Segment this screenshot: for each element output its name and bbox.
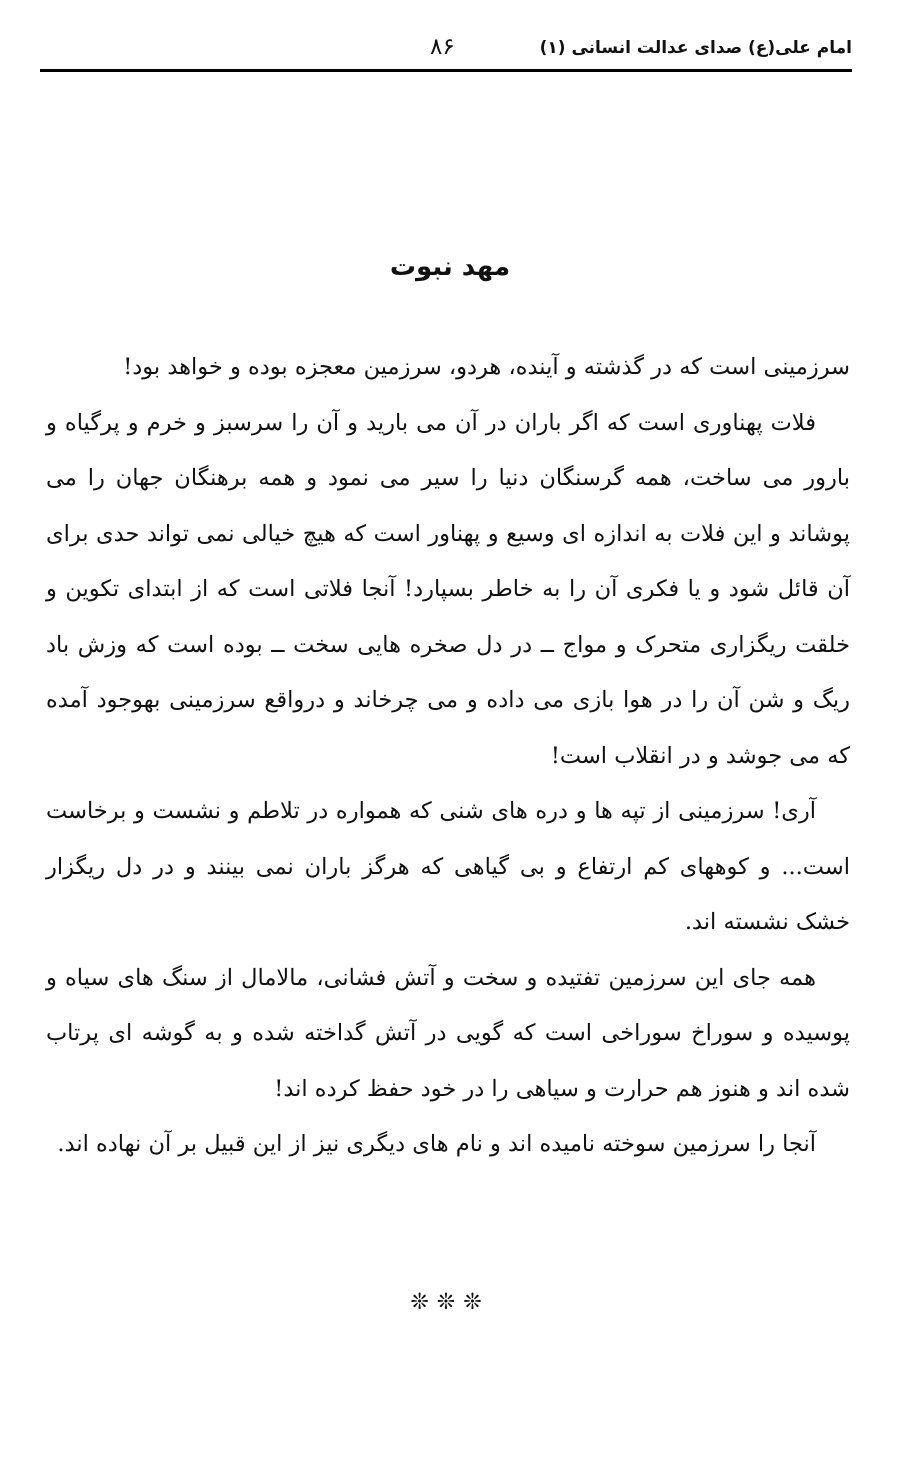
paragraph-3: آری! سرزمینی از تپه ها و دره های شنی که همواره در تلاطم و نشست و برخاست است... و کوههای کم ارتفاع و بی گیاهی که هرگز باران نمی بینند و در دل ریگزار خشک نشسته اند. — [46, 798, 850, 935]
paragraph-4: همه جای این سرزمین تفتیده و سخت و آتش فشانی، مالامال از سنگ های سیاه و پوسیده و سوراخ سوراخی است که گویی در آتش گداخته شده و به گوشه ای پرتاب شده اند و هنوز هم حرارت و سیاهی را در خود حفظ کرده اند! — [46, 964, 850, 1102]
paragraph-2: فلات پهناوری است که اگر باران در آن می بارید و آن را سرسبز و خرم و پرگیاه و بارور می ساخت، همه گرسنگان دنیا را سیر می نمود و همه برهنگان جهان را می پوشاند و این فلات به اندازه ای وسیع و پهناور است که هیچ خیالی نمی تواند حدی برای آن قائل شود و یا فکری آن را به خاطر بسپارد! آنجا فلاتی است که از ابتدای تکوین و خلقت ریگزاری متحرک و مواج ــ در دل صخره هایی سخت ــ بوده است که وزش باد ریگ و شن آن را در هوا بازی می داده و می چرخاند و درواقع سرزمینی بهوجود آمده که می جوشد و در انقلاب است! — [46, 409, 850, 769]
chapter-heading: مهد نبوت — [389, 252, 511, 282]
header-divider — [40, 69, 852, 72]
paragraph-1: سرزمینی است که در گذشته و آینده، هردو، سرزمین معجزه بوده و خواهد بود! — [123, 354, 850, 380]
page-header — [40, 30, 852, 72]
paragraph-5: آنجا را سرزمین سوخته نامیده اند و نام های دیگری نیز از این قبیل بر آن نهاده اند. — [57, 1131, 816, 1157]
body-text — [46, 340, 850, 1173]
section-separator: ❊❊❊ — [410, 1290, 490, 1315]
book-title: امام علی(ع) صدای عدالت انسانی (۱) — [539, 38, 852, 58]
page-number: ۸۶ — [430, 34, 455, 60]
